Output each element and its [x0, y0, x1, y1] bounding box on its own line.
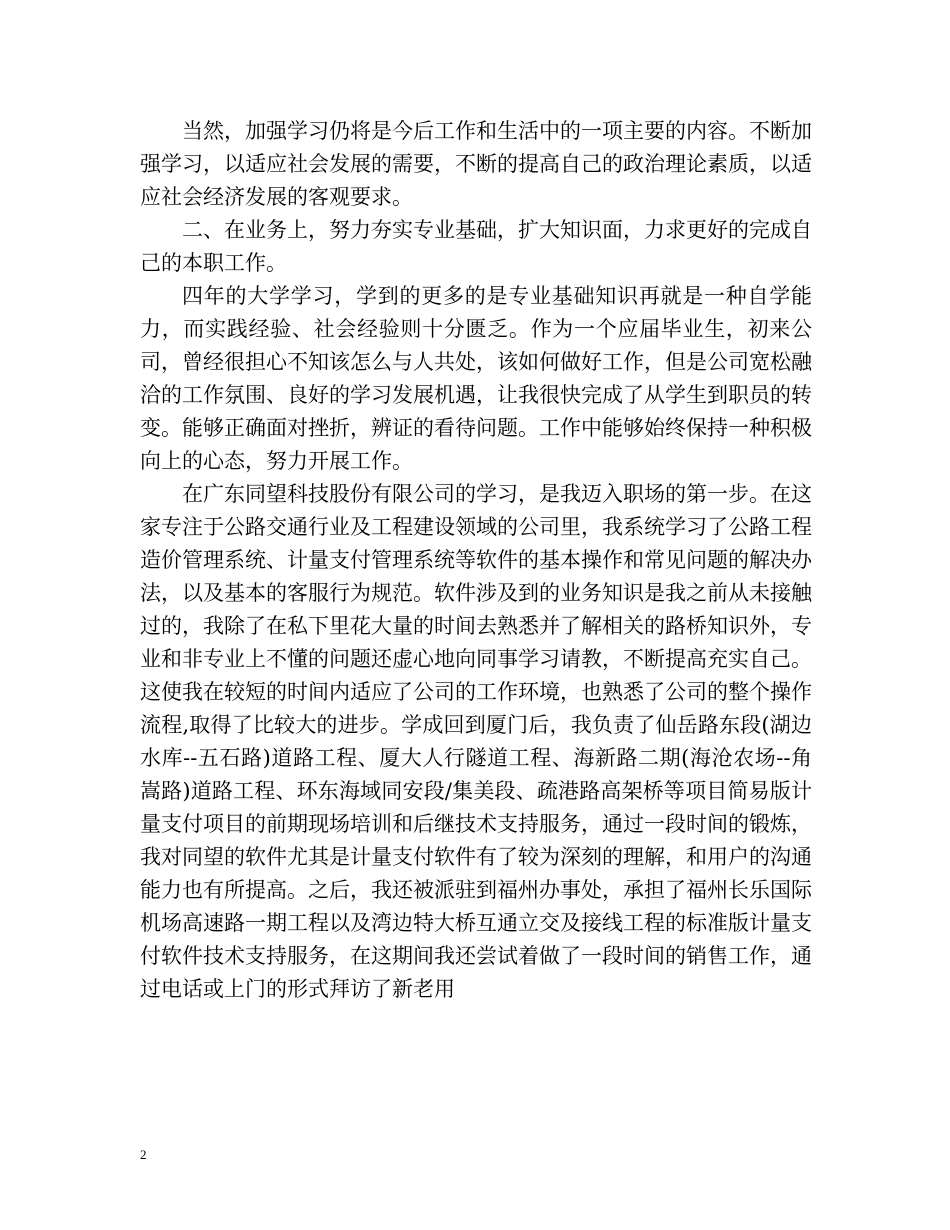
- paragraph-1: 当然，加强学习仍将是今后工作和生活中的一项主要的内容。不断加强学习，以适应社会发展的需要，不断的提高自己的政治理论素质，以适应社会经济发展的客观要求。: [140, 119, 812, 209]
- paragraph-4: 在广东同望科技股份有限公司的学习，是我迈入职场的第一步。在这家专注于公路交通行业及工程建设领域的公司里，我系统学习了公路工程造价管理系统、计量支付管理系统等软件的基本操作和常见问题的解决办法，以及基本的客服行为规范。软件涉及到的业务知识是我之前从未接触过的，我除了在私下里花大量的时间去熟悉并了解相关的路桥知识外，专业和非专业上不懂的问题还虚心地向同事学习请教，不断提高充实自己。这使我在较短的时间内适应了公司的工作环境，也熟悉了公司的整个操作流程,取得了比较大的进步。学成回到厦门后，我负责了仙岳路东段(湖边水库--五石路)道路工程、厦大人行隧道工程、海新路二期(海沧农场--角嵩路)道路工程、环东海域同安段/集美段、疏港路高架桥等项目简易版计量支付项目的前期现场培训和后继技术支持服务，通过一段时间的锻炼，我对同望的软件尤其是计量支付软件有了较为深刻的理解，和用户的沟通能力也有所提高。之后，我还被派驻到福州办事处，承担了福州长乐国际机场高速路一期工程以及湾边特大桥互通立交及接线工程的标准版计量支付软件技术支持服务，在这期间我还尝试着做了一段时间的销售工作，通过电话或上门的形式拜访了新老用: [140, 482, 812, 1001]
- paragraph-2: 二、在业务上，努力夯实专业基础，扩大知识面，力求更好的完成自己的本职工作。: [140, 218, 812, 275]
- paragraph-3: 四年的大学学习，学到的更多的是专业基础知识再就是一种自学能力，而实践经验、社会经验则十分匮乏。作为一个应届毕业生，初来公司，曾经很担心不知该怎么与人共处，该如何做好工作，但是公司宽松融洽的工作氛围、良好的学习发展机遇，让我很快完成了从学生到职员的转变。能够正确面对挫折，辨证的看待问题。工作中能够始终保持一种积极向上的心态，努力开展工作。: [140, 284, 812, 473]
- document-body: [140, 115, 812, 1006]
- page-number: 2: [140, 1147, 147, 1162]
